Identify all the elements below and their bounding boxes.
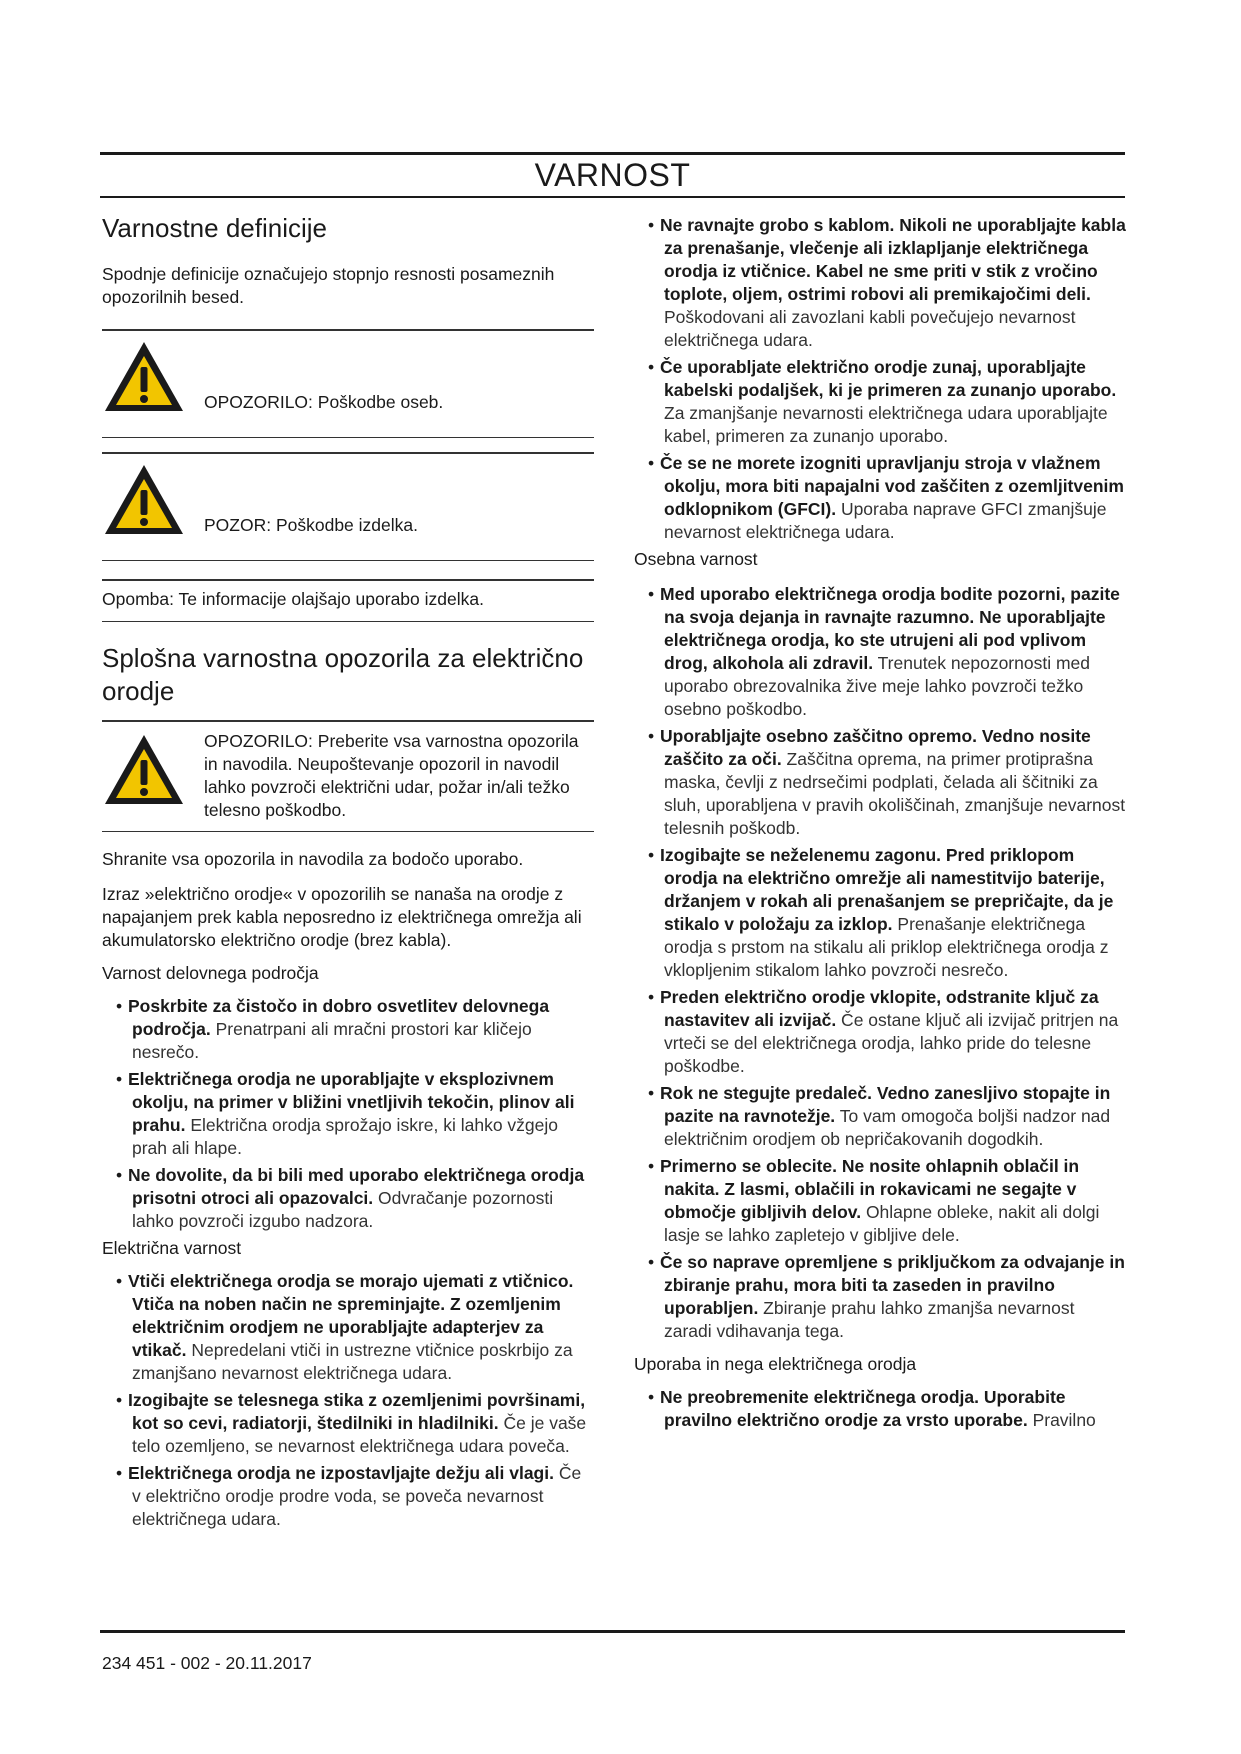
- list-item: • Preden električno orodje vklopite, odstranite ključ za nastavitev ali izvijač. Če ostane ključ ali izvijač pritrjen na vrteči se del električnega orodja, lahko pride do telesne poškodbe.: [648, 987, 1119, 1076]
- divider: [102, 621, 594, 623]
- tool-use-list: [634, 1386, 1126, 1432]
- left-column: [102, 212, 594, 1535]
- divider: [102, 452, 594, 454]
- heading-work-area: Varnost delovnega področja: [102, 963, 319, 983]
- electrical-list: [102, 1270, 594, 1531]
- divider: [102, 329, 594, 331]
- list-item: • Primerno se oblecite. Ne nosite ohlapnih oblačil in nakita. Z lasmi, oblačili in rokavicami ne segajte v območje gibljivih delov. Ohlapne obleke, nakit ali dolgi lasje se lahko zapletejo v gibljive dele.: [648, 1156, 1100, 1245]
- top-rule: [100, 152, 1125, 155]
- list-item: • Če se ne morete izogniti upravljanju stroja v vlažnem okolju, mora biti napajalni vod zaščiten z ozemljitvenim odklopnikom (GFCI). Uporaba naprave GFCI zmanjšuje nevarnost električnega udara.: [648, 453, 1124, 542]
- heading-general-warnings: Splošna varnostna opozorila za električno orodje: [102, 643, 584, 706]
- document-id: 234 451 - 002 - 20.11.2017: [102, 1653, 312, 1673]
- heading-electrical: Električna varnost: [102, 1238, 242, 1258]
- personal-safety-list: [634, 583, 1126, 1343]
- list-item: • Električnega orodja ne izpostavljajte dežju ali vlagi. Če v električno orodje prodre voda, se poveča nevarnost električnega udara.: [116, 1463, 582, 1529]
- list-item: • Vtiči električnega orodja se morajo ujemati z vtičnico. Vtiča na noben način ne spreminjajte. Z ozemljenim električnim orodjem ne uporabljajte adapterjev za vtikač. Nepredelani vtiči in ustrezne vtičnice poskrbijo za zmanjšano nevarnost električnega udara.: [116, 1271, 574, 1383]
- list-item: • Ne dovolite, da bi bili med uporabo električnega orodja prisotni otroci ali opazovalci. Odvračanje pozornosti lahko povzroči izgubo nadzora.: [116, 1165, 585, 1231]
- warning-definition-text: OPOZORILO: Poškodbe oseb.: [204, 391, 444, 412]
- note-definition: Opomba: Te informacije olajšajo uporabo izdelka.: [102, 588, 484, 609]
- divider: [102, 831, 594, 833]
- list-item: • Električnega orodja ne uporabljajte v eksplozivnem okolju, na primer v bližini vnetljivih tekočin, plinov ali prahu. Električna orodja sprožajo iskre, ki lahko vžgejo prah ali hlape.: [116, 1069, 575, 1158]
- general-warning: [102, 730, 594, 822]
- divider: [102, 720, 594, 722]
- divider: [102, 560, 594, 562]
- general-warning-text: OPOZORILO: Preberite vsa varnostna opozorila in navodila. Neupoštevanje opozoril in navodil lahko povzroči električni udar, požar in/ali težko telesno poškodbo.: [204, 730, 579, 820]
- electrical-list-continued: [634, 214, 1126, 544]
- warning-triangle-icon: [102, 339, 186, 415]
- list-item: • Med uporabo električnega orodja bodite pozorni, pazite na svoja dejanja in ravnajte razumno. Ne uporabljajte električnega orodja, ko ste utrujeni ali pod vplivom drog, alkohola ali zdravil. Trenutek nepozornosti med uporabo obrezovalnika žive meje lahko povzroči težko osebno poškodbo.: [648, 584, 1120, 719]
- page-title: VARNOST: [534, 157, 691, 193]
- keep-instructions: Shranite vsa opozorila in navodila za bodočo uporabo.: [102, 849, 524, 869]
- work-area-list: [102, 995, 594, 1233]
- caution-definition: [102, 462, 594, 548]
- caution-triangle-icon: [102, 462, 186, 538]
- list-item: • Izogibajte se telesnega stika z ozemljenimi površinami, kot so cevi, radiatorji, štedilniki in hladilniki. Če je vaše telo ozemljeno, se nevarnost električnega udara poveča.: [116, 1390, 587, 1456]
- list-item: • Rok ne stegujte predaleč. Vedno zanesljivo stopajte in pazite na ravnotežje. To vam omogoča boljši nadzor nad električnim orodjem ob nepričakovanih dogodkih.: [648, 1083, 1111, 1149]
- warning-triangle-icon: [102, 732, 186, 808]
- list-item: • Če uporabljate električno orodje zunaj, uporabljajte kabelski podaljšek, ki je primeren za zunanjo uporabo. Za zmanjšanje nevarnosti električnega udara uporabljajte kabel, primeren za zunanjo uporabo.: [648, 357, 1117, 446]
- right-column: [634, 214, 1126, 1436]
- list-item: • Če so naprave opremljene s priključkom za odvajanje in zbiranje prahu, mora biti ta zaseden in pravilno uporabljen. Zbiranje prahu lahko zmanjša nevarnost zaradi vdihavanja tega.: [648, 1252, 1125, 1341]
- heading-personal-safety: Osebna varnost: [634, 549, 758, 569]
- heading-tool-use: Uporaba in nega električnega orodja: [634, 1354, 917, 1374]
- term-definition: Izraz »električno orodje« v opozorilih se nanaša na orodje z napajanjem prek kabla neposredno iz električnega omrežja ali akumulatorsko električno orodje (brez kabla).: [102, 884, 582, 950]
- list-item: • Ne preobremenite električnega orodja. Uporabite pravilno električno orodje za vrsto uporabe. Pravilno: [648, 1387, 1096, 1430]
- warning-definition: [102, 339, 594, 425]
- list-item: • Poskrbite za čistočo in dobro osvetlitev delovnega področja. Prenatrpani ali mračni prostori kar kličejo nesrečo.: [116, 996, 550, 1062]
- list-item: • Ne ravnajte grobo s kablom. Nikoli ne uporabljajte kabla za prenašanje, vlečenje ali izklapljanje električnega orodja iz vtičnice. Kabel ne sme priti v stik z vročino toplote, oljem, ostrimi robovi ali premikajočimi deli. Poškodovani ali zavozlani kabli povečujejo nevarnost električnega udara.: [648, 215, 1126, 350]
- list-item: • Uporabljajte osebno zaščitno opremo. Vedno nosite zaščito za oči. Zaščitna oprema, na primer protiprašna maska, čevlji z nedrsečimi podplati, čelada ali ščitniki za sluh, uporabljena v pravih okoliščinah, zmanjšuje nevarnost telesnih poškodb.: [648, 726, 1126, 838]
- caution-definition-text: POZOR: Poškodbe izdelka.: [204, 514, 418, 535]
- heading-definitions: Varnostne definicije: [102, 213, 327, 243]
- title-underline: [100, 196, 1125, 198]
- list-item: • Izogibajte se neželenemu zagonu. Pred priklopom orodja na električno omrežje ali namestitvijo baterije, držanjem v rokah ali prenašanjem se prepričajte, da je stikalo v položaju za izklop. Prenašanje električnega orodja s prstom na stikalu ali priklop električnega orodja z vklopljenim stikalom lahko povzroči nesrečo.: [648, 845, 1114, 980]
- definitions-intro: Spodnje definicije označujejo stopnjo resnosti posameznih opozorilnih besed.: [102, 264, 555, 307]
- divider: [102, 579, 594, 581]
- divider: [102, 437, 594, 439]
- footer-rule: [100, 1630, 1125, 1633]
